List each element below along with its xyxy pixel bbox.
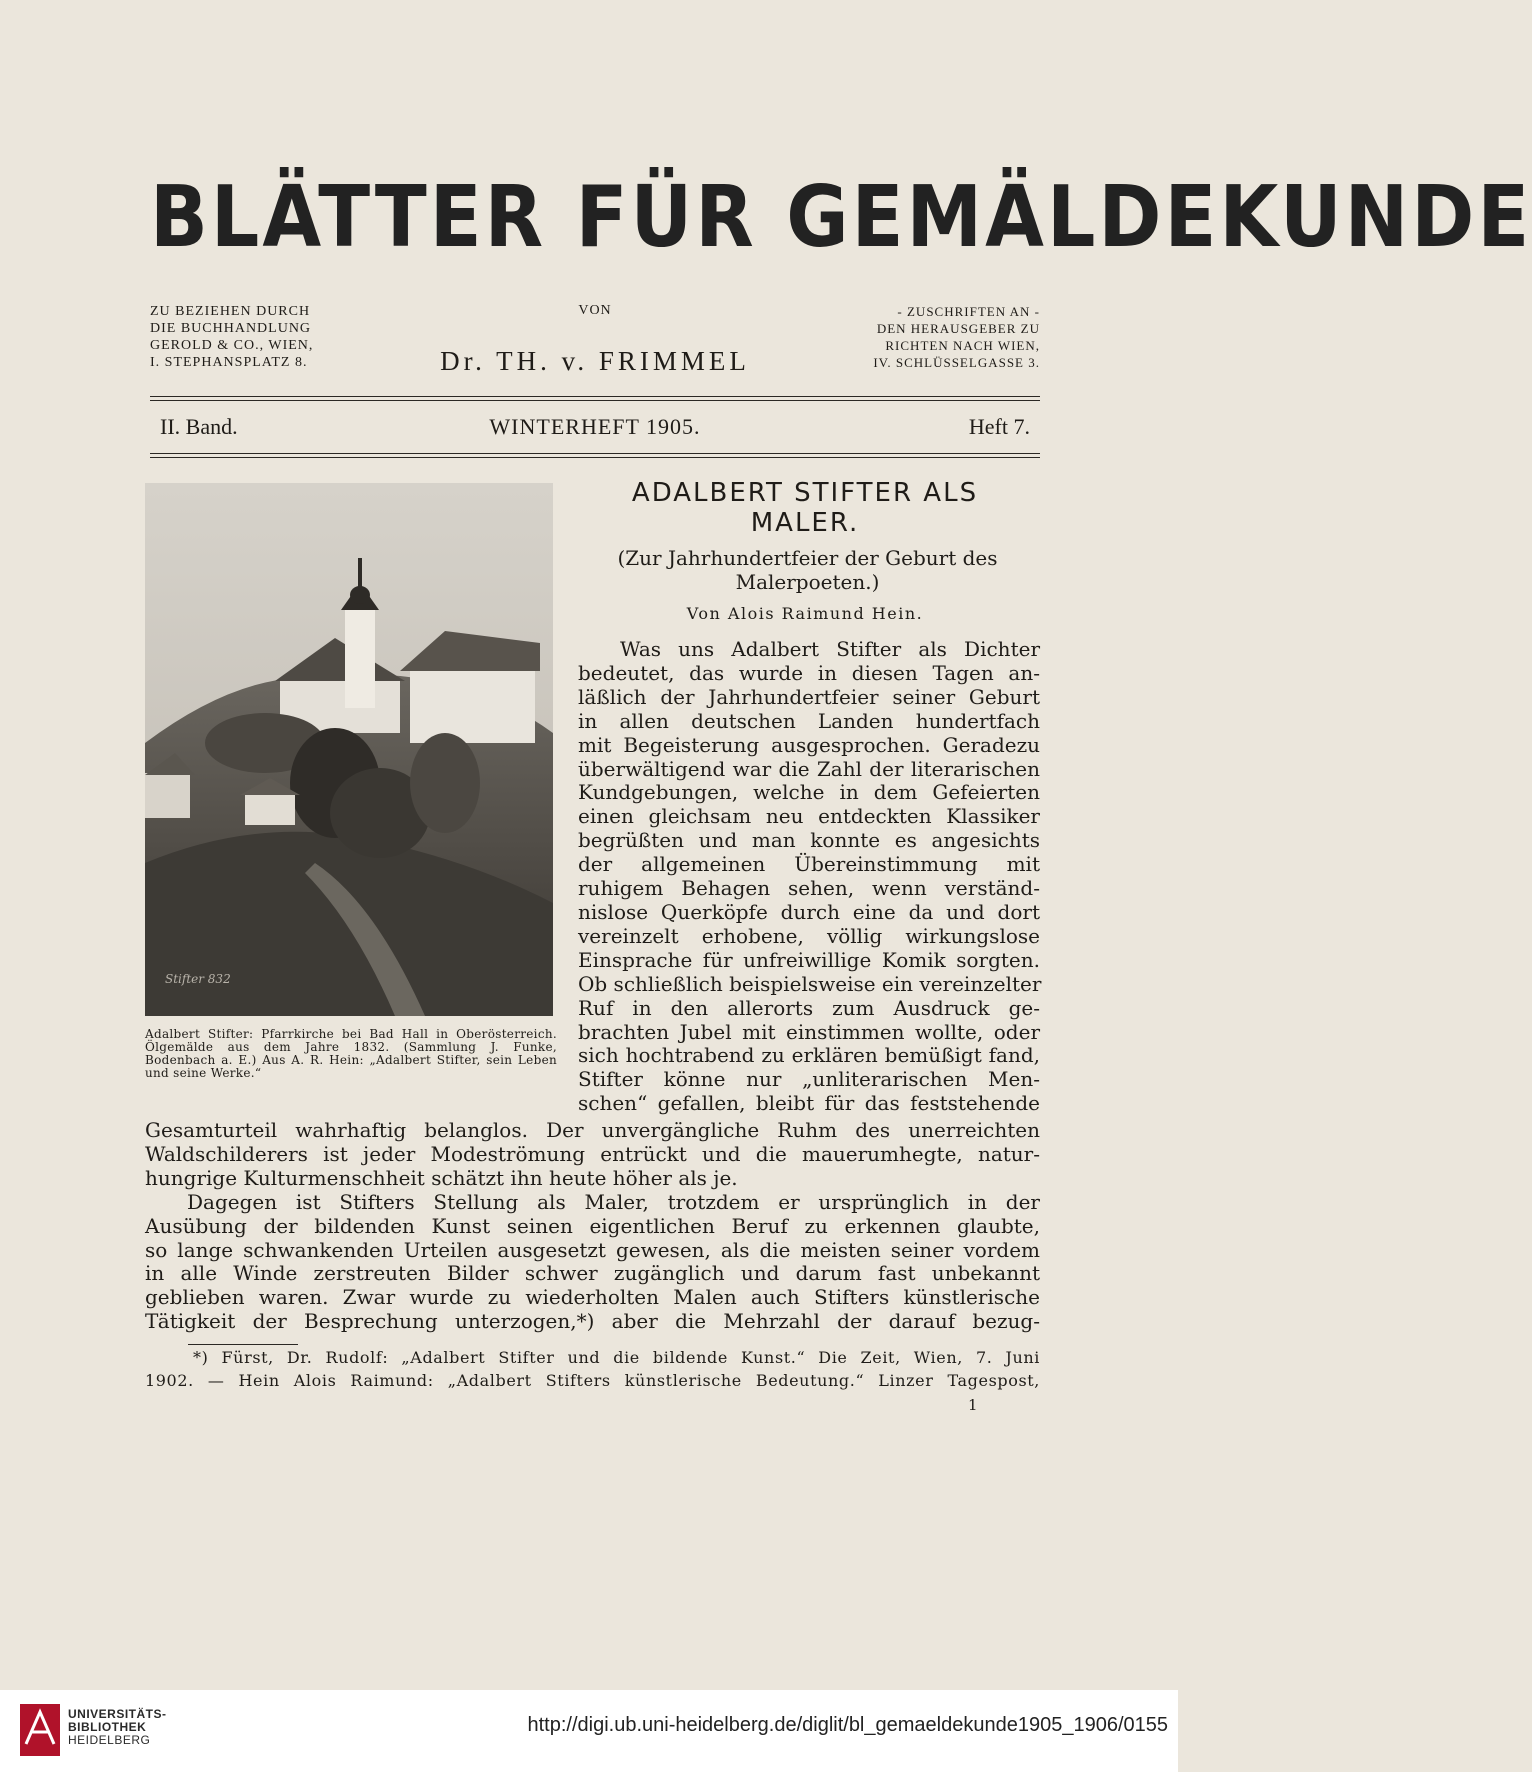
publisher-correspondence — [873, 303, 1040, 371]
text-line: Gesamturteil wahrhaftig belanglos. Der unvergängliche Ruhm des unerreichten — [145, 1118, 1040, 1142]
page-number: 1 — [968, 1396, 978, 1414]
library-name-line: HEIDELBERG — [68, 1733, 151, 1747]
text-line: mit Begeisterung ausgesprochen. Geradezu — [578, 732, 1040, 757]
text-line: Ob schließlich beispielsweise ein vereinzelter — [578, 971, 1042, 996]
footnote-line: 1902. — Hein Alois Raimund: „Adalbert Stifters künstlerische Bedeutung.“ Linzer Tagespost, — [145, 1371, 1040, 1390]
issue-number: Heft 7. — [968, 414, 1030, 439]
text-line: in allen deutschen Landen hundertfach — [578, 708, 1040, 733]
distribution-line: I. STEPHANSPLATZ 8. — [150, 355, 308, 370]
text-line: geblieben waren. Zwar wurde zu wiederholten Malen auch Stifters künstlerische — [145, 1285, 1040, 1310]
text-line: hungrige Kulturmenschheit schätzt ihn heute höher als je. — [145, 1165, 738, 1190]
text-line: Stifter könne nur „unliterarischen Men- — [578, 1067, 1040, 1092]
header-rule-bottom — [150, 453, 1040, 454]
correspondence-line: DEN HERAUSGEBER ZU — [876, 321, 1040, 336]
text-line: überwältigend war die Zahl der literarischen — [578, 756, 1040, 781]
text-line: einen gleichsam neu entdeckten Klassiker — [578, 804, 1040, 829]
editor-name: Dr. TH. v. FRIMMEL — [440, 346, 750, 376]
painting-image — [145, 483, 553, 1016]
figure-caption: Adalbert Stifter: Pfarrkirche bei Bad Hall in Oberösterreich. Ölgemälde aus dem Jahre 1832. (Sammlung J. Funke, Bodenbach a. E.) Aus A. R. Hein: „Adalbert Stifter, sein Leben und seine Werke.“ — [145, 1027, 557, 1080]
correspondence-line: - ZUSCHRIFTEN AN - — [897, 304, 1040, 319]
article-title-line: ADALBERT STIFTER ALS — [631, 478, 979, 508]
text-line: begrüßten und man konnte es angesichts — [578, 828, 1040, 853]
text-line: Kundgebungen, welche in dem Gefeierten — [578, 780, 1040, 805]
article-subtitle: (Zur Jahrhundertfeier der Geburt des Malerpoeten.) — [617, 546, 998, 594]
painting-illustration — [145, 483, 553, 1016]
header-rule-top — [150, 396, 1040, 397]
library-name-line: BIBLIOTHEK — [68, 1720, 147, 1734]
text-line: der allgemeinen Übereinstimmung mit — [578, 852, 1040, 877]
volume-label: II. Band. — [160, 414, 238, 439]
text-line: läßlich der Jahrhundertfeier seiner Geburt — [578, 684, 1040, 709]
text-line: ruhigem Behagen sehen, wenn verständ- — [578, 876, 1040, 901]
text-line: bedeutet, das wurde in diesen Tagen an- — [578, 660, 1040, 685]
journal-masthead: BLÄTTER FÜR GEMÄLDEKUNDE — [150, 166, 1532, 267]
article-body-full-width — [145, 1119, 1040, 1334]
text-line: nislose Querköpfe durch eine da und dort — [578, 899, 1040, 924]
library-name-line: UNIVERSITÄTS- — [68, 1707, 167, 1721]
von-label: VON — [578, 303, 612, 318]
distribution-line: ZU BEZIEHEN DURCH — [150, 304, 311, 319]
footnote — [145, 1346, 1040, 1392]
article-column — [578, 638, 1040, 1116]
header-rule-top-thin — [150, 400, 1040, 401]
article-byline: Von Alois Raimund Hein. — [686, 604, 924, 623]
text-line: sich hochtrabend zu erklären bemüßigt fand, — [578, 1043, 1040, 1068]
text-line: schen“ gefallen, bleibt für das feststehende — [578, 1091, 1040, 1116]
issue-season: WINTERHEFT 1905. — [489, 414, 701, 439]
distribution-line: GEROLD & CO., WIEN, — [150, 338, 314, 353]
publisher-row — [150, 303, 1040, 383]
text-line: in alle Winde zerstreuten Bilder schwer zugänglich und darum fast unbekannt — [145, 1261, 1040, 1286]
article-title-line: MALER. — [750, 508, 860, 538]
text-line: Ruf in den allerorts zum Ausdruck ge- — [578, 995, 1040, 1020]
university-library-logo-icon — [20, 1704, 60, 1756]
text-line: Einsprache für unfreiwillige Komik sorgten. — [578, 947, 1040, 972]
text-line: Waldschilderers ist jeder Modeströmung entrückt und die mauerumhegte, natur- — [145, 1141, 1040, 1166]
article-title — [570, 478, 1040, 538]
issue-row — [160, 414, 1030, 448]
text-line: Was uns Adalbert Stifter als Dichter — [620, 637, 1040, 661]
header-rule-bottom-thin — [150, 457, 1040, 458]
correspondence-line: IV. SCHLÜSSELGASSE 3. — [873, 355, 1040, 370]
text-line: Dagegen ist Stifters Stellung als Maler, trotzdem er ursprünglich in der — [187, 1189, 1040, 1214]
source-url-link[interactable]: http://digi.ub.uni-heidelberg.de/diglit/bl_gemaeldekunde1905_1906/0155 — [527, 1714, 1168, 1736]
painting-signature: Stifter 832 — [165, 972, 231, 986]
footnote-rule — [188, 1344, 298, 1345]
library-footer — [0, 1690, 1178, 1772]
text-line: brachten Jubel mit einstimmen wollte, oder — [578, 1019, 1040, 1044]
library-name — [68, 1708, 167, 1747]
correspondence-line: RICHTEN NACH WIEN, — [885, 338, 1040, 353]
distribution-line: DIE BUCHHANDLUNG — [150, 321, 312, 336]
text-line: vereinzelt erhobene, völlig wirkungslose — [578, 923, 1040, 948]
text-line: Ausübung der bildenden Kunst seinen eigentlichen Beruf zu erkennen glaubte, — [145, 1213, 1040, 1238]
text-line: so lange schwankenden Urteilen ausgesetzt gewesen, als die meisten seiner vordem — [145, 1237, 1040, 1262]
text-line: Tätigkeit der Besprechung unterzogen,*) aber die Mehrzahl der darauf bezug- — [145, 1309, 1040, 1334]
footnote-line: *) Fürst, Dr. Rudolf: „Adalbert Stifter und die bildende Kunst.“ Die Zeit, Wien, 7. Juni — [193, 1348, 1040, 1367]
